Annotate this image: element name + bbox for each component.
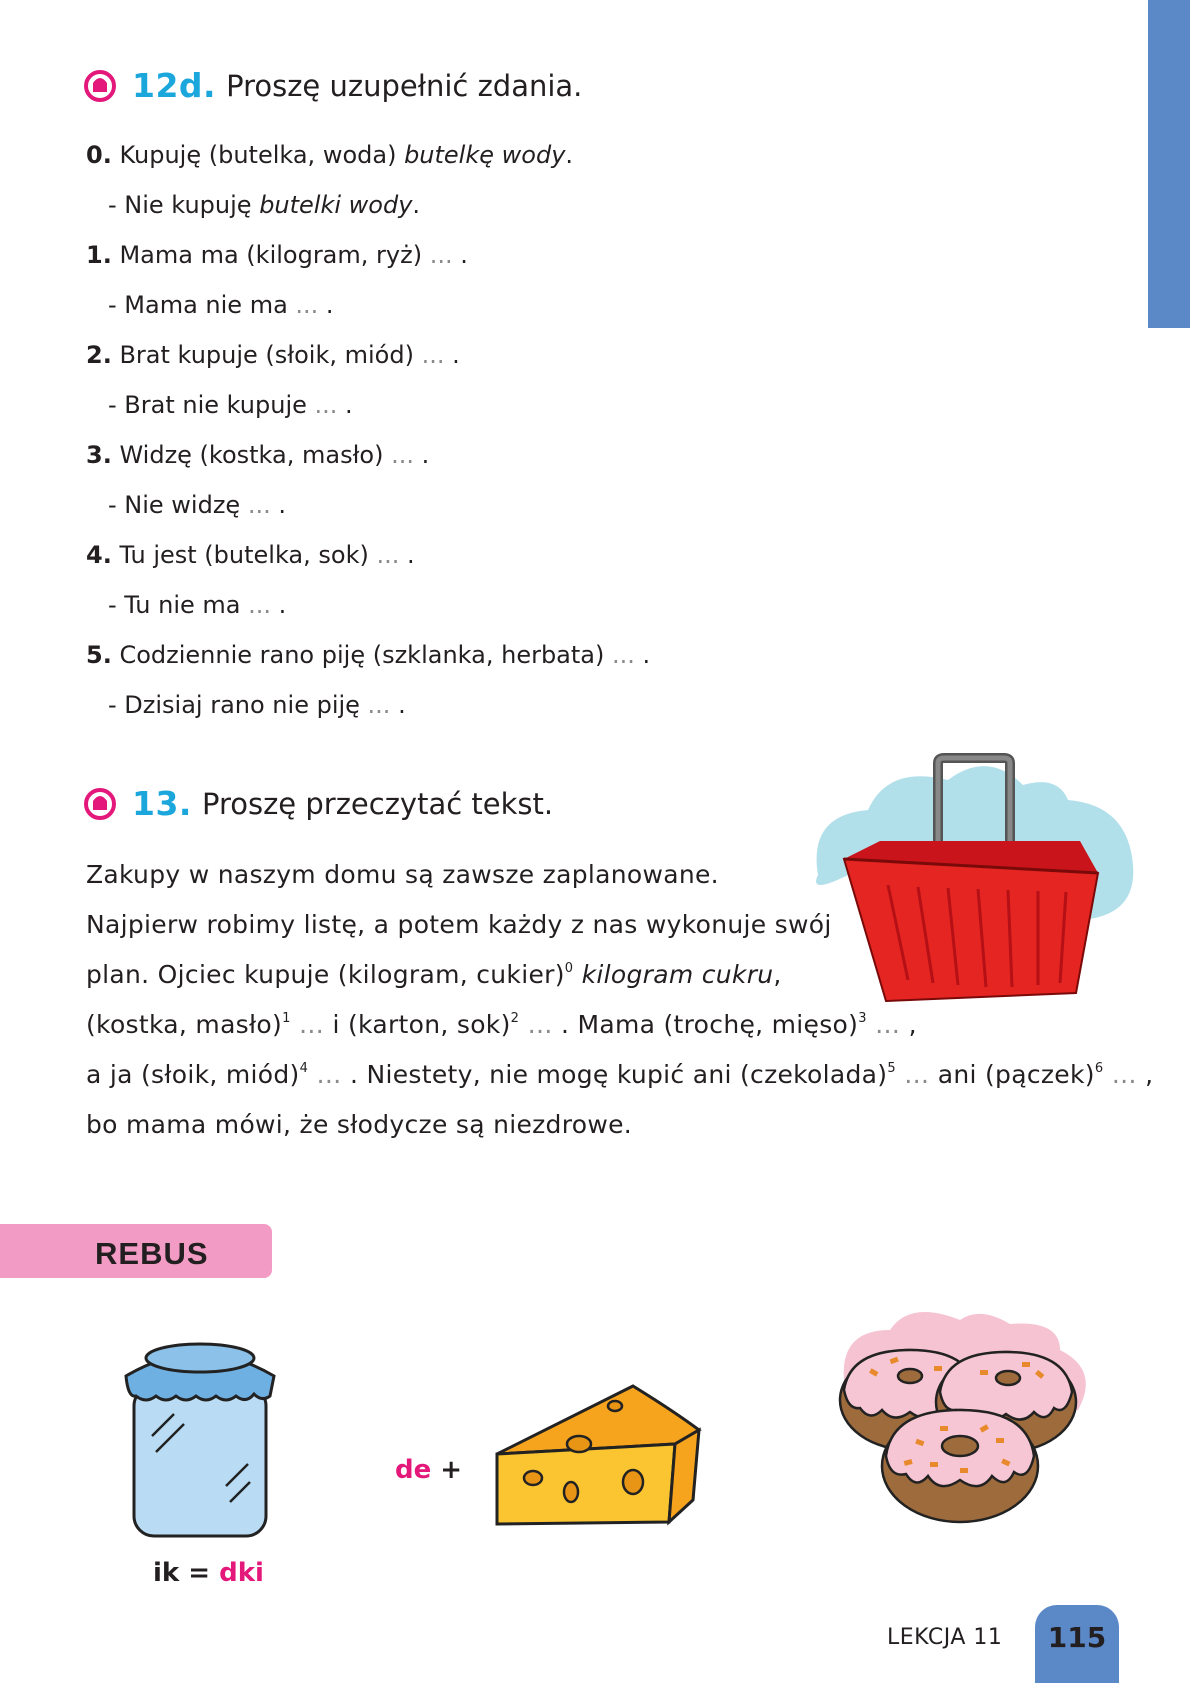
blank-placeholder[interactable]: … [1103,1060,1137,1089]
sentence-number: 2. [86,341,112,369]
cheese-rebus-text [395,1455,462,1485]
sentence-text: - Nie kupuję [108,191,260,219]
sentence-end: . [413,441,430,469]
sentence-text: Widzę (kostka, masło) [111,441,392,469]
negation-line [108,591,286,619]
example-answer: butelki wody [259,191,413,219]
blank-placeholder[interactable]: ... [391,441,414,469]
blank-placeholder[interactable]: ... [248,591,272,619]
sentence [86,241,468,269]
blank-placeholder[interactable]: ... [367,691,391,719]
sentence-text: - Brat nie kupuje [108,391,315,419]
negation-line [108,291,334,319]
sentence-end: . [444,341,460,369]
basket-illustration [808,755,1138,1005]
blank-placeholder[interactable]: ... [421,341,445,369]
rebus-label: REBUS [95,1236,209,1271]
blank-placeholder[interactable]: … [290,1010,325,1039]
exercise-title: Proszę przeczytać tekst. [201,786,554,821]
example-answer: butelkę wody [404,141,566,169]
rebus-answer: dki [219,1558,264,1588]
text-segment: . Niestety, nie mogę kupić ani (czekolada) [341,1060,888,1089]
sentence-number: 3. [86,441,112,469]
rebus-plus: + [431,1455,463,1485]
negation-line [108,691,406,719]
sentence-text: - Dzisiaj rano nie piję [108,691,368,719]
sentence-number: 0. [86,141,112,169]
blank-placeholder[interactable]: ... [247,491,271,519]
footnote-mark: 1 [282,1010,291,1026]
lesson-label: LEKCJA 11 [887,1625,1003,1650]
sentence-text: Brat kupuje (słoik, miód) [111,341,422,369]
sentence-number: 1. [86,241,112,269]
sentence-text: Mama ma (kilogram, ryż) [111,241,430,269]
sentence-text: Codziennie rano piję (szklanka, herbata) [111,641,612,669]
exercise-13-header [84,784,553,823]
sentence [86,541,415,569]
chapter-side-tab [1148,0,1190,328]
footnote-mark: 0 [564,960,574,976]
cheese-illustration [493,1382,705,1528]
sentence [86,441,429,469]
blank-placeholder[interactable]: … [895,1060,930,1089]
footnote-mark: 4 [299,1060,309,1076]
sentence-text: - Nie widzę [108,491,248,519]
negation-line [108,491,286,519]
sentence-end: . [390,691,406,719]
page-number: 115 [1047,1621,1107,1654]
blank-placeholder[interactable]: ... [376,541,400,569]
footnote-mark: 5 [887,1060,896,1076]
text-segment: (kostka, masło) [86,1010,283,1039]
text-line-3 [86,960,782,989]
text-segment: a ja (słoik, miód) [86,1060,300,1089]
negation-line [108,391,353,419]
sentence-end: . [270,491,286,519]
blank-placeholder[interactable]: ... [314,391,338,419]
sentence-end: . [452,241,468,269]
text-segment: , [900,1010,917,1039]
negation-line [108,191,420,219]
exercise-number: 13. [132,784,192,823]
sentence-text: - Tu nie ma [108,591,249,619]
text-segment: plan. Ojciec kupuje (kilogram, cukier) [86,960,565,989]
sentence [86,641,650,669]
text-segment: i (karton, sok) [324,1010,511,1039]
sentence-end: . [565,141,574,169]
blank-placeholder[interactable]: … [308,1060,342,1089]
blank-placeholder[interactable]: ... [295,291,319,319]
text-line-5 [86,1060,1153,1089]
text-segment: ani (pączek) [929,1060,1095,1089]
exercise-number: 12d. [132,66,217,105]
sentence [86,141,573,169]
sentence-text: Tu jest (butelka, sok) [111,541,377,569]
jar-rebus-text [153,1558,264,1588]
sentence-number: 5. [86,641,112,669]
sentence [86,341,460,369]
text-line-1: Zakupy w naszym domu są zawsze zaplanowane. [86,860,719,889]
example-answer: kilogram cukru [581,960,774,989]
footnote-mark: 6 [1094,1060,1104,1076]
sentence-end: . [337,391,353,419]
text-line-4 [86,1010,917,1039]
sentence-number: 4. [86,541,112,569]
sentence-end: . [634,641,651,669]
rebus-prefix: de [395,1455,432,1485]
sentence-end: . [399,541,415,569]
donuts-illustration [830,1310,1100,1540]
sentence-text: Kupuję (butelka, woda) [111,141,405,169]
exercise-title: Proszę uzupełnić zdania. [226,68,583,103]
exercise-icon [84,70,116,102]
blank-placeholder[interactable]: ... [429,241,453,269]
sentence-end: . [271,591,287,619]
blank-placeholder[interactable]: … [519,1010,553,1039]
exercise-12d-header [84,66,582,105]
text-line-2: Najpierw robimy listę, a potem każdy z nas wykonuje swój [86,910,832,939]
sentence-end: . [318,291,334,319]
jar-illustration [122,1336,278,1546]
blank-placeholder[interactable]: … [866,1010,901,1039]
blank-placeholder[interactable]: ... [612,641,635,669]
text-segment: , [773,960,782,989]
text-line-6: bo mama mówi, że słodycze są niezdrowe. [86,1110,633,1139]
footnote-mark: 3 [858,1010,867,1026]
sentence-end: . [412,191,421,219]
text-segment: . Mama (trochę, mięso) [552,1010,859,1039]
exercise-icon [84,788,116,820]
text-segment: , [1136,1060,1154,1089]
sentence-text: - Mama nie ma [108,291,296,319]
rebus-word: ik = [153,1558,220,1588]
footnote-mark: 2 [510,1010,520,1026]
